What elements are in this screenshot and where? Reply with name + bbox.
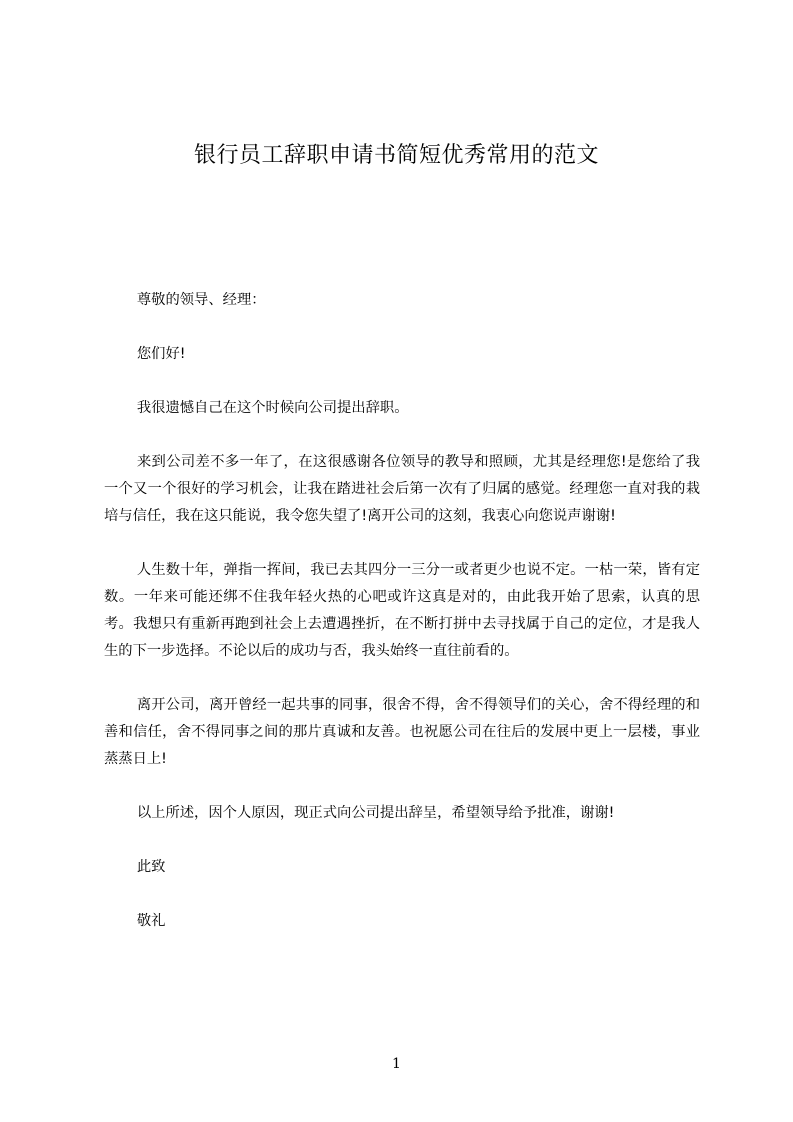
closing-cizhi: 此致 xyxy=(136,859,166,875)
paragraph-farewell: 离开公司，离开曾经一起共事的同事，很舍不得，舍不得领导们的关心，舍不得经理的和善和信任，舍不得同事之间的那片真诚和友善。也祝愿公司在往后的发展中更上一层楼，事业蒸蒸日上! xyxy=(104,697,700,767)
paragraph-gratitude: 来到公司差不多一年了，在这很感谢各位领导的教导和照顾，尤其是经理您!是您给了我一个又一个很好的学习机会，让我在踏进社会后第一次有了归属的感觉。经理您一直对我的栽培与信任，我在这只能说，我令您失望了!离开公司的这刻，我衷心向您说声谢谢! xyxy=(104,454,700,524)
document-title: 银行员工辞职申请书简短优秀常用的范文 xyxy=(193,143,599,168)
paragraph-request: 以上所述，因个人原因，现正式向公司提出辞呈，希望领导给予批准，谢谢! xyxy=(136,805,615,821)
salutation: 尊敬的领导、经理： xyxy=(136,292,266,308)
document-body xyxy=(104,287,700,962)
closing-jingli: 敬礼 xyxy=(136,913,166,929)
paragraph-reflection: 人生数十年，弹指一挥间，我已去其四分一三分一或者更少也说不定。一枯一荣，皆有定数。一年来可能还绑不住我年轻火热的心吧或许这真是对的，由此我开始了思索，认真的思考。我想只有重新再跑到社会上去遭遇挫折，在不断打拼中去寻找属于自己的定位，才是我人生的下一步选择。不论以后的成功与否，我头始终一直往前看的。 xyxy=(104,562,700,659)
paragraph-intro: 我很遗憾自己在这个时候向公司提出辞职。 xyxy=(136,400,409,416)
greeting: 您们好! xyxy=(136,346,186,362)
page-number: 1 xyxy=(392,1056,401,1072)
